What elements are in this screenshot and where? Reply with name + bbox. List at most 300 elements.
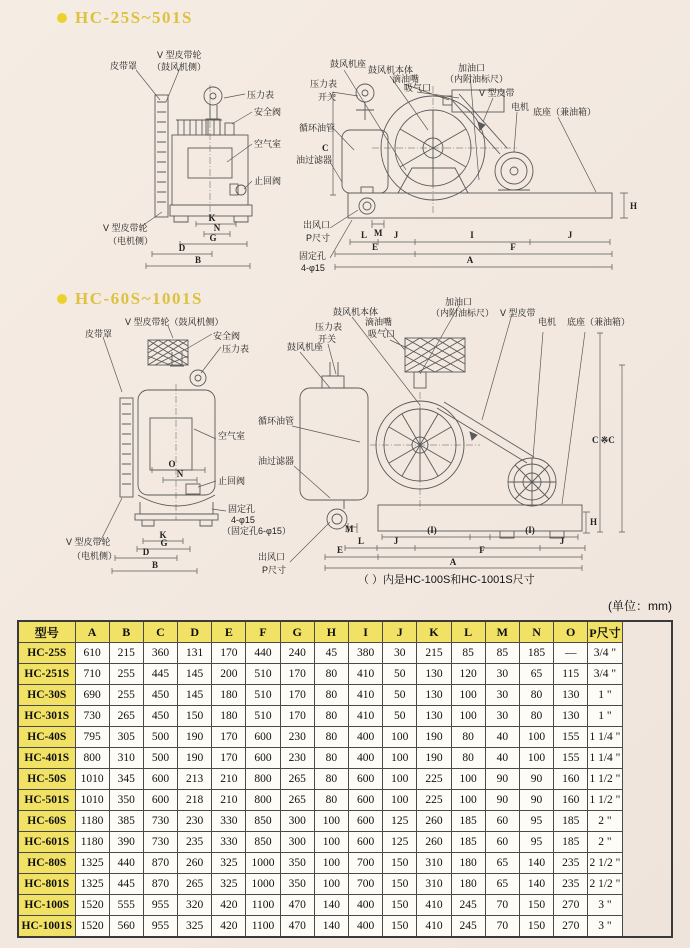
column-header: J — [383, 621, 417, 643]
value-cell: 345 — [109, 769, 143, 790]
value-cell: 400 — [349, 727, 383, 748]
value-cell: 390 — [109, 832, 143, 853]
value-cell: 255 — [109, 664, 143, 685]
value-cell: 260 — [178, 853, 212, 874]
value-cell: 80 — [451, 748, 485, 769]
value-cell: 1180 — [75, 811, 109, 832]
label-blower-body: 鼓风机本体 — [368, 65, 414, 75]
value-cell: 225 — [417, 769, 451, 790]
dim-I-paren: (I) — [427, 525, 437, 535]
value-cell: 800 — [246, 769, 280, 790]
value-cell: 260 — [417, 811, 451, 832]
value-cell: 470 — [280, 895, 314, 916]
label-air-chamber: 空气室 — [254, 139, 282, 149]
value-cell: 730 — [143, 811, 177, 832]
value-cell: 245 — [451, 916, 485, 938]
column-header: N — [519, 621, 553, 643]
value-cell: 1 " — [588, 706, 622, 727]
model-cell: HC-601S — [18, 832, 75, 853]
table-row — [18, 769, 672, 790]
dim-I-paren: (I) — [525, 525, 535, 535]
value-cell: 170 — [212, 748, 246, 769]
value-cell: 440 — [246, 643, 280, 664]
value-cell: 1520 — [75, 916, 109, 938]
table-row — [18, 895, 672, 916]
section-1-title: HC-25S~501S — [75, 8, 193, 27]
value-cell: 420 — [212, 895, 246, 916]
value-cell: 100 — [451, 790, 485, 811]
value-cell: 160 — [554, 769, 588, 790]
dim-N: N — [176, 469, 184, 479]
value-cell: 600 — [349, 790, 383, 811]
label-pulley-blower: V 型皮带轮（鼓风机侧） — [125, 317, 224, 327]
value-cell: 795 — [75, 727, 109, 748]
value-cell: 150 — [383, 895, 417, 916]
label-outlet-2: P尺寸 — [306, 233, 331, 243]
value-cell: 180 — [212, 706, 246, 727]
value-cell: 215 — [417, 643, 451, 664]
value-cell: 130 — [417, 664, 451, 685]
value-cell: 100 — [451, 685, 485, 706]
value-cell: 100 — [383, 727, 417, 748]
dim-H: H — [630, 201, 638, 211]
value-cell: 955 — [143, 895, 177, 916]
column-header: F — [246, 621, 280, 643]
value-cell: 150 — [383, 874, 417, 895]
value-cell: 230 — [280, 748, 314, 769]
label-motor: 电机 — [538, 317, 557, 327]
value-cell: 100 — [314, 853, 348, 874]
label-fix-hole-2: 4-φ15 — [231, 515, 255, 525]
value-cell: 95 — [519, 811, 553, 832]
value-cell: 265 — [280, 769, 314, 790]
label-base: 底座（兼油箱） — [533, 107, 597, 117]
value-cell: 100 — [383, 748, 417, 769]
value-cell: 310 — [109, 748, 143, 769]
value-cell: 1 1/4 " — [588, 727, 622, 748]
value-cell: 85 — [451, 643, 485, 664]
value-cell: 90 — [519, 790, 553, 811]
label-pulley-motor: V 型皮带轮 — [66, 537, 111, 547]
label-motor: 电机 — [511, 102, 530, 112]
value-cell: 213 — [178, 769, 212, 790]
value-cell: 350 — [280, 874, 314, 895]
value-cell: 600 — [143, 790, 177, 811]
value-cell: 80 — [314, 790, 348, 811]
value-cell: 870 — [143, 853, 177, 874]
dim-D: D — [178, 243, 186, 253]
value-cell: 270 — [554, 895, 588, 916]
label-oil-fill-2: （内附油标尺） — [431, 308, 495, 318]
value-cell: 100 — [383, 769, 417, 790]
value-cell: 60 — [485, 811, 519, 832]
value-cell: 190 — [417, 727, 451, 748]
value-cell: 40 — [485, 727, 519, 748]
value-cell: 100 — [519, 748, 553, 769]
model-cell: HC-1001S — [18, 916, 75, 938]
value-cell: 600 — [349, 832, 383, 853]
dim-B: B — [151, 560, 159, 570]
value-cell: 170 — [280, 664, 314, 685]
value-cell: 410 — [349, 685, 383, 706]
dim-J: J — [567, 230, 573, 240]
value-cell: 180 — [451, 853, 485, 874]
column-header: G — [280, 621, 314, 643]
value-cell: 560 — [109, 916, 143, 938]
value-cell: 30 — [485, 685, 519, 706]
model-cell: HC-801S — [18, 874, 75, 895]
value-cell: 140 — [519, 874, 553, 895]
value-cell: 610 — [75, 643, 109, 664]
value-cell: 600 — [349, 769, 383, 790]
dim-J: J — [393, 536, 399, 546]
value-cell: 90 — [519, 769, 553, 790]
value-cell: 265 — [109, 706, 143, 727]
value-cell: 150 — [383, 853, 417, 874]
value-cell: 325 — [212, 874, 246, 895]
value-cell: 80 — [519, 685, 553, 706]
value-cell: 700 — [349, 853, 383, 874]
value-cell: 50 — [383, 706, 417, 727]
dim-M: M — [345, 524, 354, 534]
label-oil-fill-1: 加油口 — [458, 63, 486, 73]
label-fix-hole-3: （固定孔6-φ15） — [222, 526, 291, 536]
label-circ-oil-pipe: 循环油管 — [258, 416, 295, 426]
value-cell: 1325 — [75, 874, 109, 895]
value-cell: 470 — [280, 916, 314, 938]
table-row — [18, 832, 672, 853]
value-cell: 410 — [417, 895, 451, 916]
column-header: 型号 — [18, 621, 75, 643]
value-cell: 90 — [485, 769, 519, 790]
label-v-belt: V 型皮带 — [500, 308, 536, 318]
label-belt-cover: 皮带罩 — [85, 329, 113, 339]
label-gauge-switch-2: 开关 — [318, 92, 337, 102]
value-cell: 60 — [485, 832, 519, 853]
dim-H: H — [590, 517, 598, 527]
value-cell: 40 — [485, 748, 519, 769]
label-fix-hole-2: 4-φ15 — [301, 263, 325, 273]
value-cell: 2 " — [588, 811, 622, 832]
table-row — [18, 706, 672, 727]
value-cell: 255 — [109, 685, 143, 706]
value-cell: 100 — [314, 832, 348, 853]
value-cell: 510 — [246, 664, 280, 685]
value-cell: 80 — [451, 727, 485, 748]
value-cell: 131 — [178, 643, 212, 664]
value-cell: 325 — [178, 916, 212, 938]
value-cell: 95 — [519, 832, 553, 853]
value-cell: 1100 — [246, 895, 280, 916]
value-cell: 230 — [178, 811, 212, 832]
value-cell: 700 — [349, 874, 383, 895]
column-header: H — [314, 621, 348, 643]
label-suction-port: 吸气口 — [404, 83, 432, 93]
label-oil-fill-2: （内附油标尺） — [445, 74, 509, 84]
value-cell: 200 — [212, 664, 246, 685]
dim-D: D — [142, 547, 150, 557]
diagram-hc60s-1001s — [0, 292, 690, 580]
value-cell: 210 — [212, 790, 246, 811]
value-cell: 150 — [519, 895, 553, 916]
label-suction-port: 吸气口 — [368, 329, 396, 339]
value-cell: 1 1/2 " — [588, 790, 622, 811]
value-cell: 555 — [109, 895, 143, 916]
column-header: B — [109, 621, 143, 643]
value-cell: 130 — [554, 685, 588, 706]
label-oil-filter: 油过滤器 — [258, 456, 295, 466]
value-cell: 300 — [280, 811, 314, 832]
unit-note: (单位：mm) — [608, 599, 672, 613]
value-cell: 160 — [554, 790, 588, 811]
side-view-dimension-lines — [136, 68, 252, 269]
dim-K: K — [159, 530, 167, 540]
dim-K: K — [208, 213, 216, 223]
table-row — [18, 727, 672, 748]
label-fix-hole-1: 固定孔 — [299, 251, 327, 261]
model-cell: HC-401S — [18, 748, 75, 769]
model-cell: HC-501S — [18, 790, 75, 811]
value-cell: 600 — [246, 748, 280, 769]
value-cell: 150 — [519, 916, 553, 938]
table-row — [18, 790, 672, 811]
value-cell: 50 — [383, 685, 417, 706]
value-cell: 120 — [451, 664, 485, 685]
value-cell: 185 — [451, 832, 485, 853]
label-check-valve: 止回阀 — [254, 176, 282, 186]
value-cell: 3/4 " — [588, 664, 622, 685]
column-header: P尺寸 — [588, 621, 622, 643]
value-cell: 385 — [109, 811, 143, 832]
value-cell: 1010 — [75, 790, 109, 811]
value-cell: 510 — [246, 685, 280, 706]
value-cell: 80 — [519, 706, 553, 727]
value-cell: 440 — [109, 853, 143, 874]
value-cell: 1100 — [246, 916, 280, 938]
value-cell: 3 " — [588, 895, 622, 916]
column-header: M — [485, 621, 519, 643]
value-cell: 185 — [519, 643, 553, 664]
value-cell: 400 — [349, 916, 383, 938]
value-cell: 90 — [485, 790, 519, 811]
value-cell: 190 — [178, 727, 212, 748]
dim-M: M — [374, 228, 383, 238]
column-header: I — [349, 621, 383, 643]
value-cell: 190 — [178, 748, 212, 769]
label-pressure-gauge: 压力表 — [247, 90, 275, 100]
value-cell: 325 — [212, 853, 246, 874]
dim-A: A — [466, 255, 474, 265]
column-header: K — [417, 621, 451, 643]
value-cell: 500 — [143, 727, 177, 748]
front-view-dimension-lines — [330, 70, 628, 270]
value-cell: 65 — [485, 853, 519, 874]
value-cell: 1325 — [75, 853, 109, 874]
value-cell: 100 — [451, 706, 485, 727]
label-pulley-motor-side: （电机侧） — [72, 551, 118, 561]
table-row — [18, 643, 672, 664]
value-cell: 130 — [417, 706, 451, 727]
value-cell: 710 — [75, 664, 109, 685]
label-drip-nozzle: 滴油嘴 — [392, 74, 420, 84]
label-safety-valve: 安全阀 — [213, 331, 241, 341]
value-cell: 115 — [554, 664, 588, 685]
value-cell: 80 — [314, 748, 348, 769]
label-blower-seat: 鼓风机座 — [287, 342, 324, 352]
value-cell: — — [554, 643, 588, 664]
label-fix-hole-1: 固定孔 — [228, 504, 256, 514]
table-body — [18, 643, 672, 938]
section-2-title: HC-60S~1001S — [75, 289, 203, 308]
value-cell: 140 — [314, 916, 348, 938]
dim-I: I — [470, 230, 474, 240]
value-cell: 50 — [383, 664, 417, 685]
value-cell: 85 — [485, 643, 519, 664]
bracket-note: （ ）内是HC-100S和HC-1001S尺寸 — [358, 574, 535, 586]
value-cell: 850 — [246, 832, 280, 853]
value-cell: 45 — [314, 643, 348, 664]
value-cell: 80 — [314, 685, 348, 706]
value-cell: 450 — [143, 706, 177, 727]
value-cell: 350 — [109, 790, 143, 811]
value-cell: 450 — [143, 685, 177, 706]
model-cell: HC-80S — [18, 853, 75, 874]
value-cell: 170 — [212, 643, 246, 664]
dim-E: E — [371, 242, 379, 252]
dim-G: G — [160, 538, 168, 548]
value-cell: 350 — [280, 853, 314, 874]
value-cell: 240 — [280, 643, 314, 664]
model-cell: HC-30S — [18, 685, 75, 706]
value-cell: 600 — [349, 811, 383, 832]
column-header: O — [554, 621, 588, 643]
value-cell: 30 — [485, 706, 519, 727]
value-cell: 270 — [554, 916, 588, 938]
value-cell: 80 — [314, 706, 348, 727]
value-cell: 140 — [314, 895, 348, 916]
value-cell: 65 — [519, 664, 553, 685]
dim-O: O — [168, 459, 176, 469]
column-header: L — [451, 621, 485, 643]
value-cell: 100 — [519, 727, 553, 748]
value-cell: 300 — [280, 832, 314, 853]
value-cell: 65 — [485, 874, 519, 895]
value-cell: 235 — [178, 832, 212, 853]
dim-C-CC: C ※C — [592, 435, 615, 445]
dim-J: J — [559, 536, 565, 546]
side-view-drawing — [155, 85, 252, 222]
label-v-belt: V 型皮带 — [479, 88, 515, 98]
table-row — [18, 748, 672, 769]
value-cell: 690 — [75, 685, 109, 706]
value-cell: 330 — [212, 832, 246, 853]
value-cell: 310 — [417, 853, 451, 874]
value-cell: 230 — [280, 727, 314, 748]
value-cell: 260 — [417, 832, 451, 853]
table-row — [18, 853, 672, 874]
dim-G: G — [209, 233, 217, 243]
value-cell: 185 — [554, 811, 588, 832]
value-cell: 155 — [554, 727, 588, 748]
label-outlet-2: P尺寸 — [262, 565, 287, 575]
label-outlet-1: 出风口 — [258, 552, 286, 562]
value-cell: 70 — [485, 916, 519, 938]
value-cell: 510 — [246, 706, 280, 727]
value-cell: 2 " — [588, 832, 622, 853]
column-header: C — [143, 621, 177, 643]
label-oil-filter: 油过滤器 — [296, 155, 333, 165]
value-cell: 30 — [383, 643, 417, 664]
value-cell: 3/4 " — [588, 643, 622, 664]
label-oil-fill-1: 加油口 — [445, 297, 473, 307]
label-blower-seat: 鼓风机座 — [330, 59, 367, 69]
value-cell: 245 — [451, 895, 485, 916]
value-cell: 420 — [212, 916, 246, 938]
value-cell: 320 — [178, 895, 212, 916]
column-header: D — [178, 621, 212, 643]
value-cell: 170 — [280, 685, 314, 706]
label-gauge-switch-2: 开关 — [318, 334, 337, 344]
value-cell: 850 — [246, 811, 280, 832]
bullet-icon — [57, 13, 67, 23]
value-cell: 265 — [178, 874, 212, 895]
value-cell: 1 1/4 " — [588, 748, 622, 769]
value-cell: 1000 — [246, 874, 280, 895]
value-cell: 80 — [314, 769, 348, 790]
dim-B: B — [194, 255, 202, 265]
value-cell: 185 — [554, 832, 588, 853]
model-cell: HC-40S — [18, 727, 75, 748]
label-pulley-blower: V 型皮带轮 — [157, 50, 202, 60]
label-safety-valve: 安全阀 — [254, 107, 282, 117]
value-cell: 410 — [349, 706, 383, 727]
value-cell: 100 — [383, 790, 417, 811]
label-gauge-switch-1: 压力表 — [310, 79, 338, 89]
label-circ-oil-pipe: 循环油管 — [299, 123, 336, 133]
value-cell: 500 — [143, 748, 177, 769]
value-cell: 380 — [349, 643, 383, 664]
value-cell: 70 — [485, 895, 519, 916]
value-cell: 600 — [143, 769, 177, 790]
value-cell: 3 " — [588, 916, 622, 938]
column-header: A — [75, 621, 109, 643]
dimension-table — [17, 620, 673, 938]
value-cell: 870 — [143, 874, 177, 895]
label-check-valve: 止回阀 — [218, 476, 246, 486]
dim-C: C — [322, 143, 329, 153]
value-cell: 125 — [383, 811, 417, 832]
dim-F: F — [510, 242, 516, 252]
label-drip-nozzle: 滴油嘴 — [365, 317, 393, 327]
value-cell: 100 — [314, 811, 348, 832]
label-air-chamber: 空气室 — [218, 431, 246, 441]
value-cell: 1010 — [75, 769, 109, 790]
value-cell: 150 — [178, 706, 212, 727]
table-row — [18, 811, 672, 832]
model-cell: HC-100S — [18, 895, 75, 916]
value-cell: 310 — [417, 874, 451, 895]
dim-N: N — [213, 223, 221, 233]
dim-F: F — [479, 545, 485, 555]
table-row — [18, 874, 672, 895]
value-cell: 225 — [417, 790, 451, 811]
label-blower-body: 鼓风机本体 — [333, 307, 379, 317]
value-cell: 1000 — [246, 853, 280, 874]
value-cell: 185 — [451, 811, 485, 832]
column-header: E — [212, 621, 246, 643]
value-cell: 170 — [280, 706, 314, 727]
value-cell: 800 — [75, 748, 109, 769]
